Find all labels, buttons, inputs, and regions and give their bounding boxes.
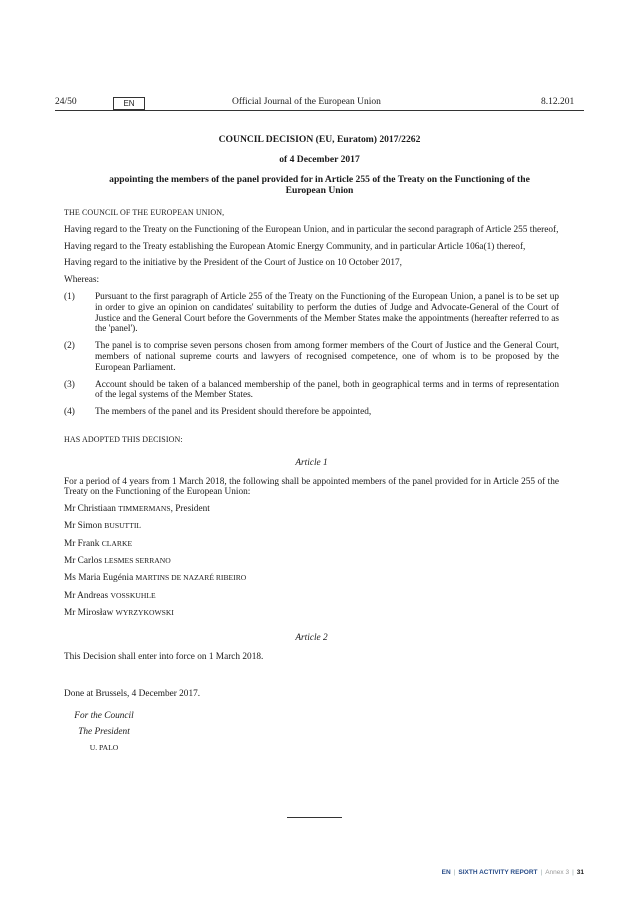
signature-for: For the Council xyxy=(74,711,134,722)
whereas-label: Whereas: xyxy=(64,275,100,286)
footer-annex: Annex 3 xyxy=(545,869,570,876)
council-line: THE COUNCIL OF THE EUROPEAN UNION, xyxy=(64,208,225,217)
member-name: Mr Christiaan TIMMERMANS, President xyxy=(64,504,210,515)
member-name: Mr Carlos LESMES SERRANO xyxy=(64,556,171,567)
footer-lang: EN xyxy=(441,869,451,876)
whereas-number: (3) xyxy=(64,379,75,390)
footer-separator: | xyxy=(453,869,456,876)
member-name: Mr Andreas VOSSKUHLE xyxy=(64,590,156,601)
done-at-line: Done at Brussels, 4 December 2017. xyxy=(64,689,201,700)
end-rule xyxy=(287,817,342,818)
language-badge: EN xyxy=(113,97,145,110)
whereas-item xyxy=(64,407,559,418)
article-2-heading: Article 2 xyxy=(295,632,328,643)
footer-report: SIXTH ACTIVITY REPORT xyxy=(458,869,538,876)
page-footer xyxy=(442,869,584,876)
whereas-number: (2) xyxy=(64,341,75,352)
recital-1: Having regard to the Treaty on the Functioning of the European Union, and in particular the second paragraph of Article 255 thereof, xyxy=(64,224,559,235)
footer-separator: | xyxy=(572,869,574,876)
footer-page-number: 31 xyxy=(576,869,584,876)
header-rule xyxy=(55,110,584,111)
whereas-text: The panel is to comprise seven persons chosen from among former members of the Court of Justice and the General Court, members of national supreme courts and lawyers of recognised competence, one of whom is to be proposed by the European Parliament. xyxy=(95,341,559,373)
signature-block xyxy=(64,711,559,753)
header-date: 8.12.201 xyxy=(541,97,575,107)
member-name: Ms Maria Eugénia MARTINS DE NAZARÉ RIBEIRO xyxy=(64,573,247,584)
member-name: Mr Frank CLARKE xyxy=(64,538,133,549)
decision-title xyxy=(55,134,584,196)
signature-name: U. PALO xyxy=(89,742,119,752)
whereas-item xyxy=(64,341,559,373)
whereas-text: The members of the panel and its President should therefore be appointed, xyxy=(95,407,372,418)
adopted-line: HAS ADOPTED THIS DECISION: xyxy=(64,434,183,444)
article-1-heading: Article 1 xyxy=(295,457,328,468)
article-1-text: For a period of 4 years from 1 March 2018, the following shall be appointed members of the panel provided for in Article 255 of the Treaty on the Functioning of the European Union: xyxy=(64,476,559,498)
member-list xyxy=(64,504,559,619)
recital-3: Having regard to the initiative by the President of the Court of Justice on 10 October 2017, xyxy=(64,258,402,269)
footer-separator: | xyxy=(540,869,543,876)
journal-title: Official Journal of the European Union xyxy=(232,97,381,107)
article-2-text: This Decision shall enter into force on 1 March 2018. xyxy=(64,651,264,662)
whereas-item xyxy=(64,380,559,402)
decision-body xyxy=(64,208,559,754)
whereas-number: (4) xyxy=(64,407,75,418)
whereas-number: (1) xyxy=(64,291,75,302)
member-name: Mr Mirosław WYRZYKOWSKI xyxy=(64,607,174,618)
whereas-text: Account should be taken of a balanced membership of the panel, both in geographical terms and in terms of representation of the legal systems of the Member States. xyxy=(95,379,559,401)
whereas-item xyxy=(64,292,559,335)
header-page-ref: 24/50 xyxy=(55,97,77,107)
whereas-text: Pursuant to the first paragraph of Article 255 of the Treaty on the Functioning of the European Union, a panel is to be set up in order to give an opinion on candidates' suitability to perform the duties of Judge and Advocate-General of the Court of Justice and the General Court before the Governments of the Member States make the appointments (hereafter referred to as the 'panel'). xyxy=(95,291,559,335)
signature-role: The President xyxy=(78,726,130,737)
member-name: Mr Simon BUSUTTIL xyxy=(64,521,141,532)
decision-number: COUNCIL DECISION (EU, Euratom) 2017/2262 xyxy=(218,134,421,145)
decision-subject: appointing the members of the panel provided for in Article 255 of the Treaty on the Functioning of the European Union xyxy=(109,174,530,196)
decision-date: of 4 December 2017 xyxy=(279,154,360,165)
recital-2: Having regard to the Treaty establishing the European Atomic Energy Community, and in particular Article 106a(1) thereof, xyxy=(64,241,526,252)
page-header xyxy=(0,97,638,111)
